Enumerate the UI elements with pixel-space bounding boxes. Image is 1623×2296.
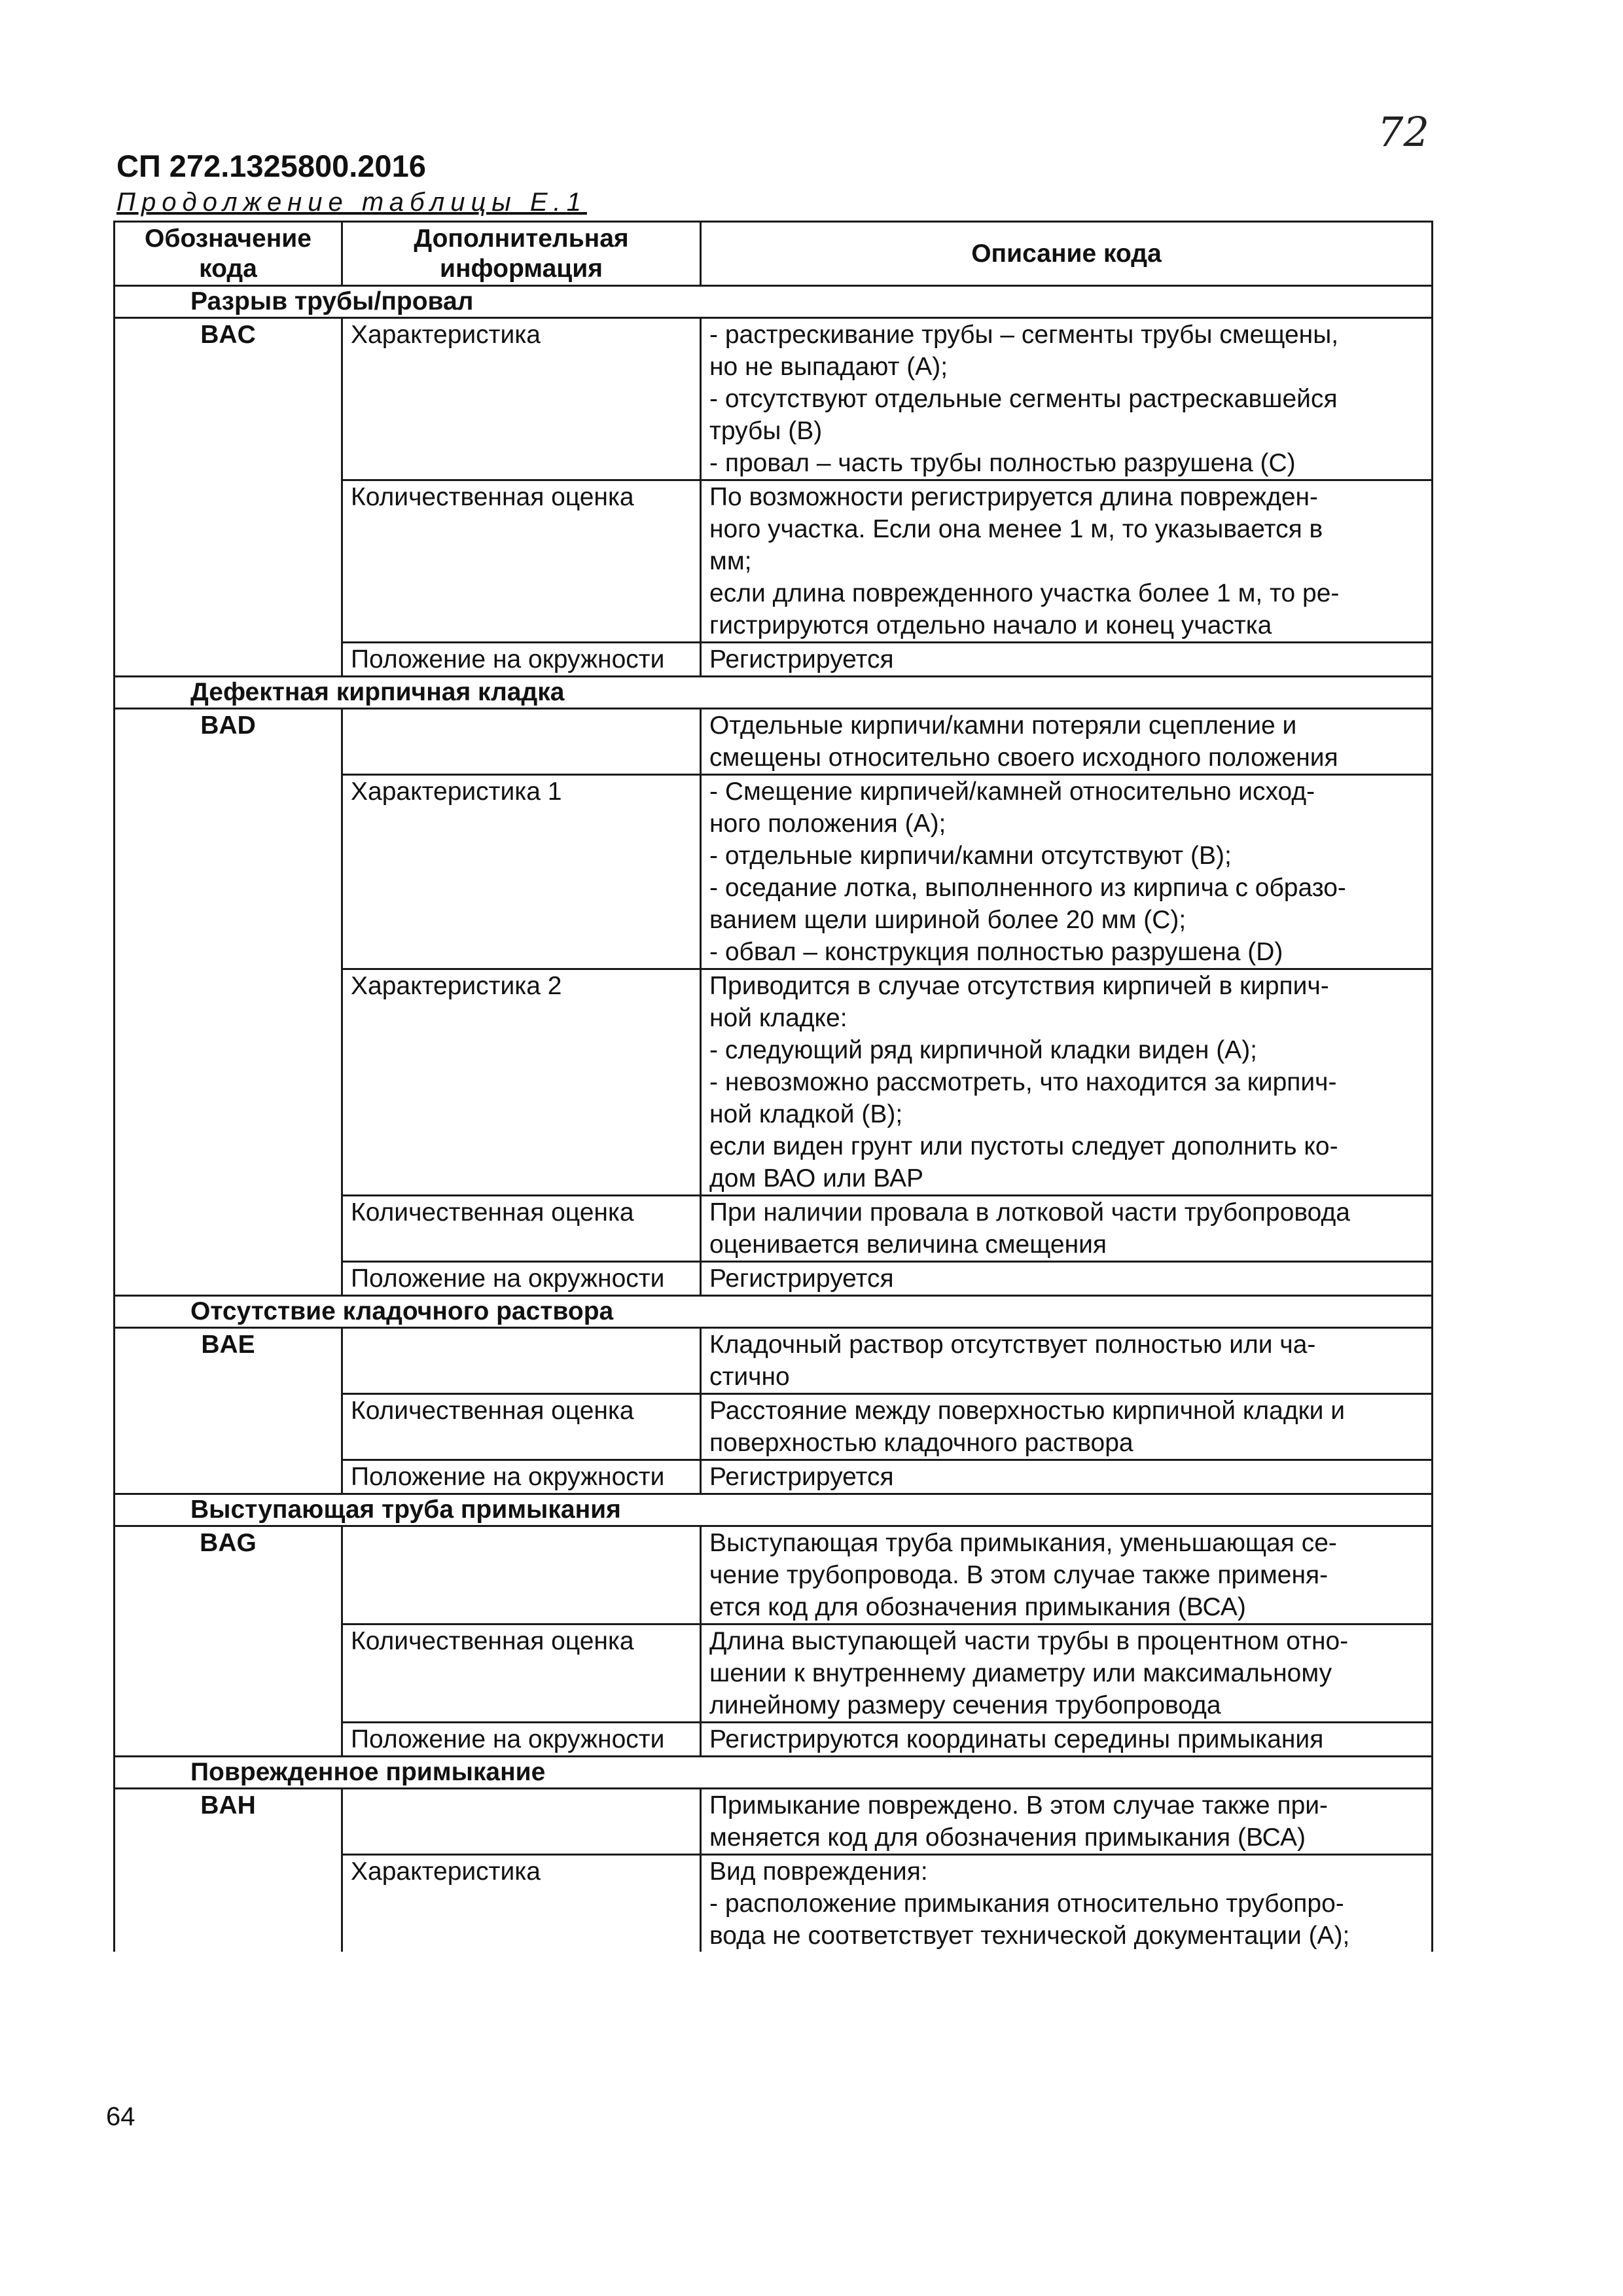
description-line: - отдельные кирпичи/камни отсутствуют (В); (709, 842, 1232, 870)
section-header-row (115, 677, 1433, 709)
description-line: - расположение примыкания относительно трубопро- (709, 1890, 1344, 1918)
description-line: если длина поврежденного участка более 1 м, то ре- (709, 579, 1340, 607)
description-line: Выступающая труба примыкания, уменьшающая се- (709, 1529, 1337, 1557)
document-code: СП 272.1325800.2016 (116, 149, 426, 183)
table-row (115, 969, 1433, 1196)
code-cell: BAD (115, 709, 342, 775)
description-line: гистрируются отдельно начало и конец участка (709, 611, 1272, 639)
description-line: - провал – часть трубы полностью разрушена (С) (709, 449, 1296, 477)
section-title: Поврежденное примыкание (115, 1757, 1433, 1789)
table-row (115, 1723, 1433, 1757)
table-row (115, 1855, 1433, 1952)
description-line: Кладочный раствор отсутствует полностью или ча- (709, 1331, 1316, 1359)
info-cell: Положение на окружности (342, 1723, 701, 1757)
description-line: - невозможно рассмотреть, что находится за кирпич- (709, 1068, 1337, 1096)
info-cell: Характеристика (342, 318, 701, 480)
code-cell-continuation (115, 1196, 342, 1262)
table-row (115, 1526, 1433, 1624)
table-header-row (115, 222, 1433, 286)
description-line: стично (709, 1363, 790, 1391)
description-line: Отдельные кирпичи/камни потеряли сцепление и (709, 711, 1297, 740)
description-line: дом ВАО или ВАР (709, 1164, 924, 1193)
section-header-row (115, 1757, 1433, 1789)
description-line: мм; (709, 547, 752, 575)
description-line: По возможности регистрируется длина поврежден- (709, 483, 1319, 511)
info-cell (342, 709, 701, 775)
info-cell (342, 1789, 701, 1855)
description-cell (701, 709, 1433, 775)
description-line: но не выпадают (А); (709, 353, 948, 381)
table-row (115, 1328, 1433, 1394)
info-cell: Количественная оценка (342, 1624, 701, 1723)
info-cell: Количественная оценка (342, 480, 701, 643)
code-cell-continuation (115, 1460, 342, 1494)
description-cell (701, 480, 1433, 643)
description-cell (701, 1262, 1433, 1296)
info-cell: Положение на окружности (342, 1460, 701, 1494)
description-line: меняется код для обозначения примыкания (ВСА) (709, 1823, 1306, 1852)
info-cell: Характеристика 2 (342, 969, 701, 1196)
code-cell-continuation (115, 480, 342, 643)
code-cell: BAG (115, 1526, 342, 1624)
description-cell (701, 1789, 1433, 1855)
table-row (115, 1789, 1433, 1855)
table-row (115, 1624, 1433, 1723)
section-title: Дефектная кирпичная кладка (115, 677, 1433, 709)
table-row (115, 643, 1433, 677)
section-title: Выступающая труба примыкания (115, 1494, 1433, 1526)
description-line: При наличии провала в лотковой части трубопровода (709, 1198, 1350, 1227)
code-cell-continuation (115, 969, 342, 1196)
description-line: ного участка. Если она менее 1 м, то указывается в (709, 515, 1323, 543)
code-cell-continuation (115, 775, 342, 969)
info-cell: Количественная оценка (342, 1196, 701, 1262)
defect-codes-table (113, 221, 1433, 1952)
table-caption: Продолжение таблицы Е.1 (116, 188, 587, 217)
description-line: Расстояние между поверхностью кирпичной кладки и (709, 1397, 1346, 1425)
table-row (115, 709, 1433, 775)
description-line: - Смещение кирпичей/камней относительно исход- (709, 778, 1315, 806)
code-cell-continuation (115, 643, 342, 677)
description-line: Регистрируются координаты середины примыкания (709, 1725, 1324, 1753)
description-line: чение трубопровода. В этом случае также применя- (709, 1561, 1329, 1589)
code-cell-continuation (115, 1394, 342, 1460)
column-header-info: Дополнительная информация (342, 222, 701, 286)
description-line: - отсутствуют отдельные сегменты растрескавшейся (709, 385, 1338, 413)
table-row (115, 1394, 1433, 1460)
code-cell-continuation (115, 1624, 342, 1723)
code-cell-continuation (115, 1855, 342, 1952)
section-title: Отсутствие кладочного раствора (115, 1296, 1433, 1328)
description-line: Приводится в случае отсутствия кирпичей в кирпич- (709, 972, 1329, 1000)
description-line: - следующий ряд кирпичной кладки виден (А); (709, 1036, 1258, 1064)
handwritten-page-note: 72 (1378, 108, 1429, 156)
section-header-row (115, 1494, 1433, 1526)
column-header-code: Обозначение кода (115, 222, 342, 286)
code-cell: BAH (115, 1789, 342, 1855)
table-row (115, 1460, 1433, 1494)
description-cell (701, 318, 1433, 480)
code-cell-continuation (115, 1262, 342, 1296)
section-title: Разрыв трубы/провал (115, 286, 1433, 318)
description-cell (701, 1328, 1433, 1394)
description-line: ной кладке: (709, 1004, 847, 1032)
info-cell (342, 1526, 701, 1624)
code-cell: BAE (115, 1328, 342, 1394)
code-cell-continuation (115, 1723, 342, 1757)
info-cell: Характеристика 1 (342, 775, 701, 969)
column-header-description: Описание кода (701, 222, 1433, 286)
description-line: ного положения (А); (709, 810, 946, 838)
description-line: - обвал – конструкция полностью разрушена (D) (709, 938, 1283, 966)
description-line: трубы (В) (709, 417, 823, 445)
info-cell: Положение на окружности (342, 1262, 701, 1296)
description-line: Длина выступающей части трубы в процентном отно- (709, 1627, 1349, 1655)
description-line: - растрескивание трубы – сегменты трубы смещены, (709, 321, 1339, 349)
description-line: - оседание лотка, выполненного из кирпича с образо- (709, 874, 1346, 902)
table-row (115, 1262, 1433, 1296)
info-cell: Количественная оценка (342, 1394, 701, 1460)
section-header-row (115, 286, 1433, 318)
description-line: ванием щели шириной более 20 мм (С); (709, 906, 1186, 934)
info-cell: Характеристика (342, 1855, 701, 1952)
description-line: ется код для обозначения примыкания (ВСА) (709, 1593, 1246, 1621)
description-line: Вид повреждения: (709, 1857, 928, 1886)
description-cell (701, 1196, 1433, 1262)
description-line: смещены относительно своего исходного положения (709, 744, 1338, 772)
description-line: Примыкание повреждено. В этом случае также при- (709, 1791, 1329, 1820)
description-line: Регистрируется (709, 1265, 894, 1293)
description-line: Регистрируется (709, 1463, 894, 1491)
table-row (115, 318, 1433, 480)
description-line: Регистрируется (709, 645, 894, 673)
section-header-row (115, 1296, 1433, 1328)
description-cell (701, 1394, 1433, 1460)
code-cell: BAC (115, 318, 342, 480)
table-row (115, 480, 1433, 643)
description-cell (701, 1855, 1433, 1952)
description-cell (701, 1723, 1433, 1757)
description-line: линейному размеру сечения трубопровода (709, 1691, 1221, 1719)
description-cell (701, 969, 1433, 1196)
description-line: ной кладкой (В); (709, 1100, 903, 1128)
description-cell (701, 643, 1433, 677)
table-row (115, 775, 1433, 969)
table-row (115, 1196, 1433, 1262)
description-cell (701, 775, 1433, 969)
info-cell (342, 1328, 701, 1394)
description-line: поверхностью кладочного раствора (709, 1429, 1133, 1457)
page-number: 64 (106, 2102, 135, 2131)
description-cell (701, 1526, 1433, 1624)
description-line: если виден грунт или пустоты следует дополнить ко- (709, 1132, 1338, 1160)
description-line: вода не соответствует технической документации (А); (709, 1922, 1350, 1950)
description-cell (701, 1460, 1433, 1494)
description-line: оценивается величина смещения (709, 1230, 1107, 1259)
description-cell (701, 1624, 1433, 1723)
info-cell: Положение на окружности (342, 643, 701, 677)
description-line: шении к внутреннему диаметру или максимальному (709, 1659, 1332, 1687)
